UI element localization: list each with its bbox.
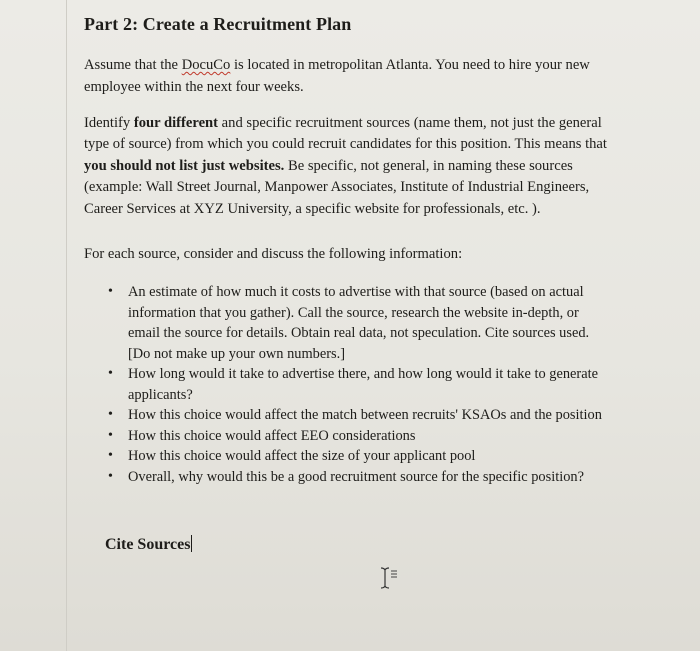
margin-line [66,0,67,651]
list-item[interactable] [88,405,608,426]
bullet-icon: • [108,448,113,463]
prompt-paragraph[interactable]: For each source, consider and discuss the following information: [84,246,463,262]
bullet-icon: • [108,427,113,443]
instructions-emphasis-2: you should not list just websites. [84,157,285,174]
instructions-paragraph[interactable] [84,113,624,220]
instructions-part-1: Identify [84,115,134,131]
bullet-icon: • [108,284,113,299]
intro-text-start: Assume that the [84,57,182,73]
instructions-part-3: Be specific, not general, in naming these sources (example: Wall Street Journal, Manpower Associates, Institute of Industrial Engineers, Career Services at XYZ University, a specific website for professionals, etc. ). [84,157,590,217]
intro-paragraph[interactable] [84,55,624,98]
page-title: Part 2: Create a Recruitment Plan [84,14,352,34]
list-item-text: Overall, why would this be a good recruitment source for the specific position? [128,468,584,485]
cite-sources-heading[interactable] [105,535,192,554]
list-item-text: How long would it take to advertise there, and how long would it take to generate applicants? [128,366,598,403]
bullet-icon: • [108,366,113,381]
list-item-text: How this choice would affect the size of your applicant pool [128,448,476,464]
list-item-text: How this choice would affect EEO considerations [128,427,416,444]
cite-sources-label: Cite Sources [105,536,191,553]
list-item[interactable] [88,364,608,405]
bullet-icon: • [108,407,113,422]
list-item[interactable] [88,426,608,447]
intro-text-end: is located in metropolitan Atlanta. You need to hire your new employee within the next four weeks. [84,57,590,95]
list-item[interactable] [88,467,608,488]
considerations-list [88,282,608,487]
list-item-text: How this choice would affect the match between recruits' KSAOs and the position [128,407,602,423]
instructions-part-2: and specific recruitment sources (name them, not just the general type of source) from which you could recruit candidates for this position. This means that [84,115,607,153]
company-name: DocuCo [181,57,231,73]
list-item[interactable] [88,282,608,364]
ibeam-cursor-icon [378,566,398,590]
list-item[interactable] [88,446,608,467]
bullet-icon: • [108,468,113,484]
instructions-emphasis-1: four different [133,115,219,131]
text-cursor [191,535,192,552]
list-item-text: An estimate of how much it costs to advertise with that source (based on actual information that you gather). Call the source, research the website in-depth, or email the source for details. Obtain real data, not speculation. Cite sources used. [Do not make up your own numbers.] [128,284,590,362]
